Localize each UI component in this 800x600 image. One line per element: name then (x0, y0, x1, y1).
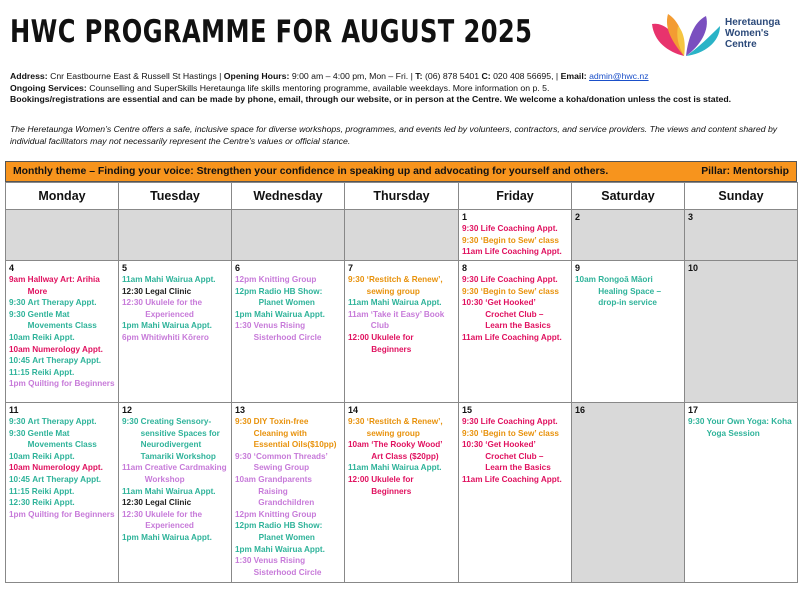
day-number: 11 (9, 405, 19, 415)
event-name: Mahi Wairua Appt. (370, 298, 442, 308)
event-name: Your Own Yoga: Koha Yoga Session (706, 417, 792, 438)
event-item (235, 286, 341, 309)
day-number: 7 (348, 263, 354, 273)
event-name: Art Therapy Appt. (27, 298, 97, 308)
event-item (9, 309, 115, 332)
event-name: Grandparents Raising Grandchildren (258, 474, 315, 508)
event-item (348, 274, 455, 297)
calendar-day-cell (345, 403, 459, 583)
day-header-thursday: Thursday (345, 183, 459, 210)
day-header-sunday: Sunday (685, 183, 798, 210)
event-name: Gentle Mat Movements Class (27, 428, 97, 450)
event-time: 10am (235, 474, 256, 484)
event-name: Knitting Group (258, 509, 317, 519)
event-name: Art Therapy Appt. (32, 356, 102, 366)
event-item (348, 474, 455, 497)
event-name: ‘Begin to Sew’ class (480, 428, 559, 438)
event-time: 1pm (235, 309, 252, 319)
event-time: 9:30 (462, 235, 479, 245)
event-item (462, 439, 568, 474)
event-item (462, 235, 568, 247)
event-item (122, 274, 228, 286)
event-name: ‘The Rooky Wood’ Art Class ($20pp) (371, 440, 443, 461)
day-number: 1 (462, 212, 468, 222)
event-item (462, 223, 568, 235)
event-time: 12:30 (9, 498, 30, 508)
day-header-friday: Friday (459, 183, 572, 210)
event-name: Life Coaching Appt. (484, 247, 562, 257)
event-time: 9:30 (462, 286, 479, 296)
event-time: 1pm (235, 544, 252, 554)
event-item (9, 378, 115, 390)
event-time: 10am (575, 275, 596, 284)
event-item (688, 416, 794, 439)
event-item (9, 297, 115, 309)
event-name: DIY Toxin-free Cleaning with Essential Oils($10pp) (253, 417, 337, 450)
day-number: 12 (122, 405, 133, 415)
event-name: Reiki Appt. (32, 498, 75, 508)
event-time: 12pm (235, 286, 257, 296)
event-item (122, 532, 228, 544)
day-header-monday: Monday (6, 183, 119, 210)
event-name: Life Coaching Appt. (480, 275, 558, 284)
calendar-day-cell (685, 403, 798, 583)
event-name: Legal Clinic (145, 498, 192, 508)
event-item (9, 367, 115, 379)
event-item (235, 274, 341, 286)
event-name: Life Coaching Appt. (484, 332, 562, 342)
event-item (235, 544, 341, 556)
event-name: Quilting for Beginners (28, 379, 115, 389)
event-time: 1pm (9, 509, 26, 519)
event-time: 1:30 (235, 321, 252, 331)
event-item (348, 462, 455, 474)
event-name: Life Coaching Appt. (480, 224, 558, 233)
event-time: 1pm (122, 532, 139, 542)
calendar-day-cell (119, 210, 232, 261)
calendar-day-cell (119, 261, 232, 403)
calendar-day-cell (572, 261, 685, 403)
event-time: 12:30 (122, 298, 143, 308)
calendar-day-cell (459, 403, 572, 583)
event-name: Ukulele for Beginners (371, 474, 414, 496)
event-name: Reiki Appt. (32, 332, 75, 342)
day-number: 8 (462, 263, 468, 273)
pillar-text: Pillar: Mentorship (701, 166, 789, 177)
event-name: Ukulele for the Experienced (145, 298, 203, 319)
event-name: ‘Restitch & Renew’, sewing group (366, 275, 443, 296)
event-name: Ukulele for Beginners (371, 332, 414, 354)
calendar-day-cell (119, 403, 232, 583)
event-item (235, 451, 341, 474)
event-time: 11am (348, 298, 369, 308)
event-item (235, 555, 341, 578)
event-name: ‘Get Hooked’ Crochet Club – Learn the Basics (485, 440, 551, 473)
event-name: Numerology Appt. (32, 344, 103, 354)
event-time: 10am (9, 463, 30, 473)
event-time: 9:30 (9, 428, 26, 438)
event-time: 6pm (122, 332, 139, 342)
event-item (235, 520, 341, 543)
event-name: Reiki Appt. (32, 451, 75, 461)
event-item (462, 332, 568, 344)
event-item (575, 274, 681, 309)
logo-wordmark: Heretaunga Women's Centre (725, 17, 781, 50)
event-item (462, 297, 568, 332)
calendar-day-cell (6, 261, 119, 403)
event-item (122, 509, 228, 532)
theme-text: Monthly theme – Finding your voice: Strengthen your confidence in speaking up and advocating for yourself and others. (13, 166, 609, 177)
event-name: Hallway Art: Arihia More (27, 275, 100, 296)
event-name: Legal Clinic (145, 286, 192, 296)
event-time: 11am (122, 463, 143, 473)
event-name: Life Coaching Appt. (484, 474, 562, 484)
event-time: 9:30 (122, 417, 139, 426)
event-item (235, 309, 341, 321)
event-time: 10am (9, 332, 30, 342)
event-item (122, 462, 228, 485)
day-number: 5 (122, 263, 128, 273)
event-item (348, 309, 455, 332)
calendar-day-cell (6, 210, 119, 261)
event-time: 9:30 (9, 298, 26, 308)
event-item (9, 474, 115, 486)
event-time: 9:30 (688, 417, 705, 426)
event-name: Gentle Mat Movements Class (27, 309, 97, 331)
calendar-week-row (6, 261, 798, 403)
event-item (462, 416, 568, 428)
event-name: Mahi Wairua Appt. (141, 321, 212, 331)
event-item (9, 344, 115, 356)
event-time: 9:30 (348, 417, 365, 426)
day-number: 14 (348, 405, 359, 415)
event-item (9, 451, 115, 463)
event-item (348, 439, 455, 462)
event-item (9, 355, 115, 367)
event-item (9, 274, 115, 297)
monthly-theme-bar (5, 161, 797, 182)
contact-info: Address: Cnr Eastbourne East & Russell St Hastings | Opening Hours: 9:00 am – 4:00 pm, Mon – Fri. | T: (06) 878 5401 C: 020 408 56695, | Email: admin@hwc.nz Ongoing Services: Counselling and SuperSkills Heretaunga life skills mentoring programme, available weekdays. More information on p. 5. Bookings/registrations are essential and can be made by phone, email, through our website, or in person at the Centre. We welcome a koha/donation unless the cost is stated. (10, 71, 732, 104)
event-time: 12:00 (348, 474, 369, 484)
event-name: ‘Begin to Sew’ class (480, 286, 559, 296)
event-time: 9:30 (9, 309, 26, 319)
calendar-table (5, 182, 798, 583)
event-time: 12pm (235, 275, 257, 284)
event-name: Venus Rising Sisterhood Circle (253, 321, 322, 342)
event-name: Mahi Wairua Appt. (254, 544, 325, 554)
event-name: Whitiwhiti Kōrero (141, 332, 209, 342)
event-name: Mahi Wairua Appt. (144, 486, 216, 496)
event-item (9, 509, 115, 521)
event-name: Mahi Wairua Appt. (144, 275, 216, 284)
event-name: ‘Restitch & Renew’, sewing group (366, 417, 443, 438)
event-name: ‘Begin to Sew’ class (480, 235, 559, 245)
event-time: 12:30 (122, 498, 143, 508)
calendar-day-cell (232, 403, 345, 583)
event-item (462, 428, 568, 440)
event-item (122, 416, 228, 462)
calendar-week-row (6, 210, 798, 261)
event-name: Art Therapy Appt. (27, 417, 97, 426)
event-time: 9:30 (462, 428, 479, 438)
event-name: Mahi Wairua Appt. (254, 309, 325, 319)
event-name: ‘Take it Easy’ Book Club (370, 309, 445, 331)
page-title: HWC PROGRAMME FOR AUGUST 2025 (10, 14, 533, 50)
event-time: 9:30 (462, 275, 479, 284)
day-header-tuesday: Tuesday (119, 183, 232, 210)
event-time: 1pm (9, 379, 26, 389)
event-item (462, 246, 568, 258)
event-item (462, 474, 568, 486)
event-name: Reiki Appt. (31, 486, 75, 496)
event-item (235, 474, 341, 509)
calendar-week-row (6, 403, 798, 583)
event-item (348, 297, 455, 309)
day-header-wednesday: Wednesday (232, 183, 345, 210)
event-time: 11am (348, 463, 369, 473)
calendar-day-cell (572, 210, 685, 261)
event-time: 11am (122, 275, 143, 284)
event-name: Ukulele for the Experienced (145, 509, 203, 531)
calendar-day-cell (459, 210, 572, 261)
event-item (348, 332, 455, 355)
event-time: 9:30 (462, 417, 479, 426)
event-item (122, 486, 228, 498)
event-time: 12pm (235, 509, 257, 519)
event-time: 12:30 (122, 509, 143, 519)
email-link[interactable]: admin@hwc.nz (589, 71, 649, 81)
event-time: 9:30 (462, 224, 479, 233)
calendar-day-cell (685, 261, 798, 403)
event-name: Creative Cardmaking Workshop (144, 463, 227, 484)
event-time: 11am (462, 332, 483, 342)
event-time: 10:30 (462, 298, 483, 308)
intro-text: The Heretaunga Women’s Centre offers a safe, inclusive space for diverse workshops, programmes, and events led by volunteers, contractors, and service providers. The views and content shared by individual facilitators may not necessarily represent the Centre’s values or official stance. (10, 124, 778, 146)
calendar-day-cell (232, 261, 345, 403)
event-item (122, 320, 228, 332)
event-item (9, 497, 115, 509)
butterfly-logo-icon (648, 12, 724, 60)
event-time: 1:30 (235, 556, 252, 566)
event-item (462, 274, 568, 286)
event-time: 9:30 (9, 417, 26, 426)
event-name: Creating Sensory-sensitive Spaces for Neurodivergent Tamariki Workshop (140, 417, 220, 461)
event-item (122, 497, 228, 509)
calendar-day-cell (685, 210, 798, 261)
calendar-day-cell (232, 210, 345, 261)
day-number: 4 (9, 263, 15, 273)
event-name: Quilting for Beginners (28, 509, 115, 519)
day-number: 15 (462, 405, 473, 415)
event-item (122, 286, 228, 298)
event-time: 11am (462, 247, 483, 257)
event-item (348, 416, 455, 439)
event-name: Mahi Wairua Appt. (370, 463, 442, 473)
event-item (235, 416, 341, 451)
event-time: 12pm (235, 521, 257, 531)
event-time: 10:30 (462, 440, 483, 450)
event-name: Knitting Group (258, 275, 317, 284)
event-item (462, 286, 568, 298)
event-time: 10:45 (9, 474, 30, 484)
event-name: Venus Rising Sisterhood Circle (253, 556, 322, 577)
event-item (9, 428, 115, 451)
calendar-day-cell (572, 403, 685, 583)
event-item (122, 297, 228, 320)
event-time: 10am (348, 440, 369, 450)
event-item (235, 320, 341, 343)
day-number: 9 (575, 263, 581, 273)
event-name: Reiki Appt. (31, 367, 75, 377)
day-number: 13 (235, 405, 246, 415)
event-item (122, 332, 228, 344)
event-time: 11am (122, 486, 143, 496)
event-time: 9am (9, 275, 26, 284)
day-number: 17 (688, 405, 699, 415)
event-item (235, 509, 341, 521)
calendar-day-cell (6, 403, 119, 583)
event-time: 10am (9, 451, 30, 461)
day-number: 3 (688, 212, 694, 222)
event-name: Numerology Appt. (32, 463, 103, 473)
hwc-logo (648, 12, 798, 62)
day-header-saturday: Saturday (572, 183, 685, 210)
event-name: ‘Get Hooked’ Crochet Club – Learn the Basics (485, 298, 551, 331)
event-time: 10:45 (9, 356, 30, 366)
event-name: ‘Common Threads’ Sewing Group (253, 451, 328, 473)
event-time: 11am (462, 474, 483, 484)
event-item (9, 416, 115, 428)
event-time: 11am (348, 309, 369, 319)
event-time: 9:30 (348, 275, 365, 284)
event-item (9, 486, 115, 498)
event-time: 11:15 (9, 486, 30, 496)
event-time: 12:30 (122, 286, 143, 296)
bookings-note: Bookings/registrations are essential and can be made by phone, email, through our website, or in person at the Centre. We welcome a koha/donation unless the cost is stated. (10, 94, 732, 104)
event-item (9, 462, 115, 474)
event-name: Radio HB Show: Planet Women (258, 286, 323, 308)
event-name: Art Therapy Appt. (32, 474, 102, 484)
event-name: Life Coaching Appt. (480, 417, 558, 426)
event-time: 11:15 (9, 367, 30, 377)
calendar-day-cell (345, 261, 459, 403)
day-number: 6 (235, 263, 241, 273)
event-time: 1pm (122, 321, 139, 331)
day-number: 16 (575, 405, 586, 415)
calendar-day-cell (459, 261, 572, 403)
event-name: Rongoā Māori Healing Space – drop-in service (598, 275, 662, 308)
day-header-row (6, 183, 798, 210)
event-time: 10am (9, 344, 30, 354)
event-time: 9:30 (235, 417, 252, 426)
calendar-day-cell (345, 210, 459, 261)
event-time: 12:00 (348, 332, 369, 342)
event-time: 9:30 (235, 451, 252, 461)
day-number: 2 (575, 212, 581, 222)
event-item (9, 332, 115, 344)
day-number: 10 (688, 263, 699, 273)
event-name: Mahi Wairua Appt. (141, 532, 212, 542)
event-name: Radio HB Show: Planet Women (258, 521, 323, 542)
